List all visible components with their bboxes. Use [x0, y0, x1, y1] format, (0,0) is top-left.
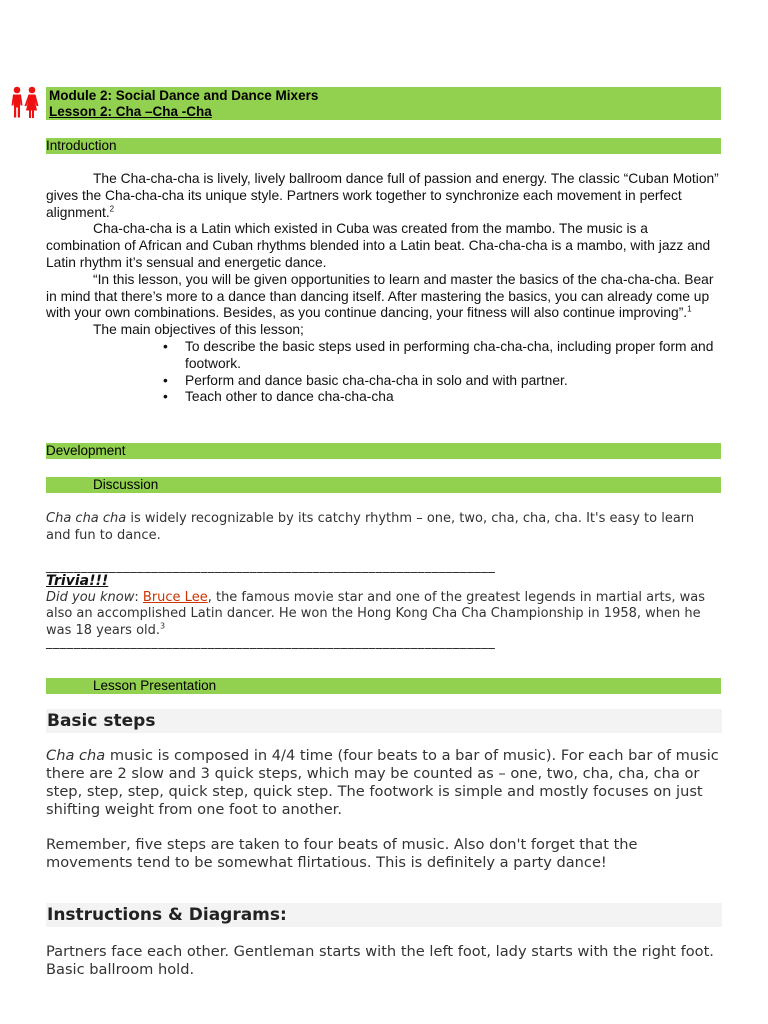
intro-paragraph-1: The Cha-cha-cha is lively, lively ballroom dance full of passion and energy. The classic “Cuban Motion” gives the Cha-cha-cha its unique style. Partners work together to synchronize each movement in perfect alignment.$^2$	[46, 171, 719, 220]
couple-icon	[10, 86, 40, 122]
module-title: Module 2: Social Dance and Dance Mixers	[49, 88, 319, 103]
instructions-heading: Instructions & Diagrams:	[46, 903, 722, 927]
bruce-lee-link[interactable]: Bruce Lee	[142, 589, 208, 605]
introduction-bar	[46, 138, 721, 154]
lesson-presentation-label: Lesson Presentation	[93, 678, 217, 693]
basic-steps-text	[46, 747, 726, 872]
trivia-block	[46, 559, 721, 650]
trivia-rule-top: ________________________________________________________________	[46, 559, 496, 574]
intro-paragraph-3: “In this lesson, you will be given opportunities to learn and master the basics of the cha-cha-cha. Bear in mind that there’s more to a dance than dancing itself. After mastering the basics, you can already come up with your own combinations. Besides, as you continue dancing, your fitness will also continue improving”.$^1$	[46, 271, 714, 321]
list-item: • Perform and dance basic cha-cha-cha in solo and with partner.	[163, 372, 568, 388]
development-bar	[46, 443, 721, 459]
module-header-bar	[46, 87, 721, 120]
intro-paragraph-2: Cha-cha-cha is a Latin which existed in Cuba was created from the mambo. The music is a combination of African and Cuban rhythms blended into a Latin beat. Cha-cha-cha is a mambo, with jazz and Latin rhythm it’s sensual and energetic dance.	[46, 221, 711, 270]
lesson-presentation-bar	[46, 678, 721, 694]
lesson-title: Lesson 2: Cha –Cha -Cha	[49, 104, 212, 119]
list-item: • Teach other to dance cha-cha-cha	[163, 389, 394, 405]
development-label: Development	[46, 443, 126, 458]
objectives-list	[163, 339, 721, 406]
basic-steps-paragraph-2: Remember, five steps are taken to four beats of music. Also don't forget that the movements tend to be somewhat flirtatious. This is definitely a party dance!	[46, 836, 638, 871]
discussion-text: Cha cha cha is widely recognizable by its catchy rhythm – one, two, cha, cha, cha. It's easy to learn and fun to dance.	[46, 511, 695, 543]
list-item: • To describe the basic steps used in performing cha-cha-cha, including proper form and footwork.	[163, 338, 714, 371]
trivia-text: Did you know: Bruce Lee, the famous movie star and one of the greatest legends in martial arts, was also an accomplished Latin dancer. He won the Hong Kong Cha Cha Championship in 1958, when he was 18 years old.$^3$	[46, 589, 705, 638]
discussion-label: Discussion	[93, 477, 159, 492]
basic-steps-heading: Basic steps	[46, 709, 722, 733]
basic-steps-paragraph-1: Cha cha music is composed in 4/4 time (four beats to a bar of music). For each bar of music there are 2 slow and 3 quick steps, which may be counted as – one, two, cha, cha, cha or step, step, step, quick step, quick step. The footwork is simple and mostly focuses on just shifting weight from one foot to another.	[46, 747, 719, 818]
intro-paragraph-4: The main objectives of this lesson;	[93, 322, 304, 338]
introduction-label: Introduction	[46, 138, 117, 153]
intro-text	[46, 171, 721, 406]
discussion-bar	[46, 477, 721, 493]
trivia-title: Trivia!!!	[46, 573, 109, 589]
trivia-rule-bottom: ________________________________________________________________	[46, 635, 496, 650]
instructions-text: Partners face each other. Gentleman starts with the left foot, lady starts with the right foot. Basic ballroom hold.	[46, 943, 714, 978]
